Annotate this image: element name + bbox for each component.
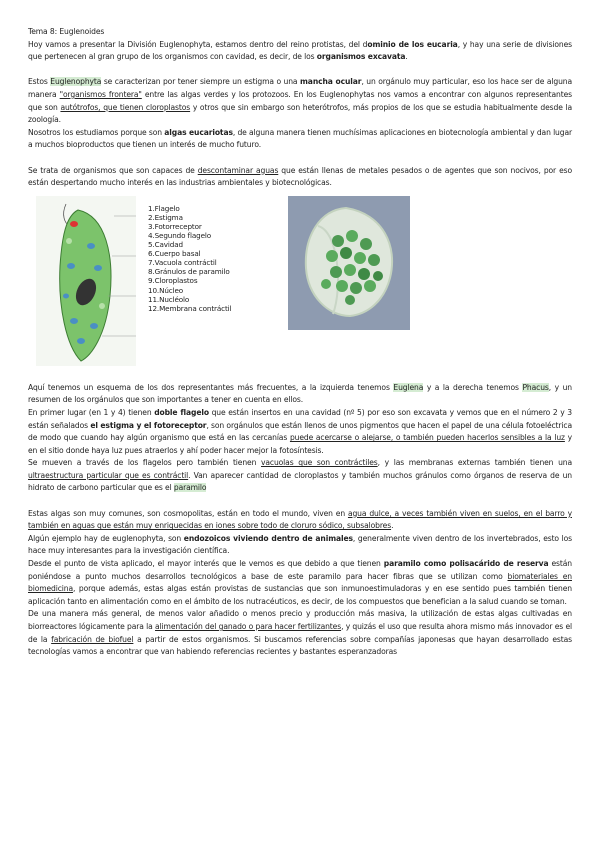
text-run: . [405, 52, 408, 62]
legend-item: 8.Gránulos de paramilo [148, 267, 230, 277]
legend-item: 5.Cavidad [148, 240, 183, 250]
text-run: Euglena [393, 382, 424, 392]
paragraph-flagelo [28, 407, 572, 457]
text-run: Se trata de organismos que son capaces de [28, 165, 198, 175]
text-run: y a la derecha tenemos [423, 382, 523, 392]
paragraph-esquema [28, 382, 572, 407]
text-run: endozoicos viviendo dentro de animales [183, 533, 353, 543]
text-run: que están insertos en una cavidad (nº 5) por eso son excavata y vemos que en el número 2 y 3 están señalados [28, 407, 572, 430]
paragraph-cosmopolitas [28, 508, 572, 533]
text-run: y en el sitio donde haya luz pues atraerlos y ahí poder hacer mejor la fotosíntesis. [28, 433, 573, 455]
paragraph-biofuel [28, 608, 572, 658]
euglena-diagram [36, 196, 136, 366]
text-run: . Van aparecer cantidad de cloroplastos y también muchos gránulos como órganos de reserva de un hidrato de carbono particular que es el [28, 470, 572, 493]
text-run: a partir de estos organismos. Si buscamos referencias sobre compañías japonesas que hayan desarrollado estas tecnologías vamos a encontrar que van habiendo referencias recientes y bastantes esperanzadoras [28, 634, 572, 657]
text-run: Hoy vamos a presentar la División Euglenophyta, estamos dentro del reino protistas, del d [28, 39, 368, 49]
legend-item: 10.Núcleo [148, 285, 184, 295]
text-run: agua dulce, a veces también viven en suelos, en el barro y también en aguas que están muy enriquecidas en iones sobre todo de cloruro sódico, subsalobres [28, 508, 572, 531]
text-run: ultraestructura particular que es contráctil [28, 470, 189, 480]
legend-item: 12.Membrana contráctil [148, 303, 232, 313]
text-run: , un orgánulo muy particular, eso los hace ser de alguna manera [28, 77, 572, 99]
text-run: alimentación del ganado o para hacer fertilizantes [155, 622, 342, 631]
text-run: Aquí tenemos un esquema de los dos representantes más frecuentes, a la izquierda tenemos [28, 382, 394, 392]
text-run: mancha ocular [300, 77, 362, 87]
text-run: Euglenophyta [50, 77, 102, 87]
paragraph-euglenophyta [28, 76, 572, 126]
text-run: autótrofos, que tienen cloroplastos [60, 102, 191, 112]
text-run: , generalmente viven dentro de los invertebrados, esto los hace muy interesantes para la investigación científica. [28, 533, 572, 556]
legend-item: 1.Flagelo [148, 203, 180, 213]
text-run: biomateriales en biomedicina [28, 571, 572, 594]
text-run: Desde el punto de vista aplicado, el mayor interés que le vemos es que debido a que tienen [28, 559, 384, 569]
text-run: descontaminar aguas [197, 165, 279, 175]
text-run: Algún ejemplo hay de euglenophyta, son [28, 533, 184, 543]
legend-item: 7.Vacuola contráctil [148, 258, 217, 268]
phacus-micrograph [288, 196, 410, 330]
text-run: el estigma y el fotoreceptor [90, 420, 207, 430]
figures [28, 196, 572, 372]
text-run: puede acercarse o alejarse, o también pueden hacerlos sensibles a la luz [289, 433, 565, 443]
legend-item: 4.Segundo flagelo [148, 231, 212, 240]
text-run: , y las membranas externas también tienen una [377, 458, 573, 468]
document-title: Tema 8: Euglenoides [28, 27, 105, 36]
document-page [28, 26, 572, 659]
legend-item: 3.Fotorreceptor [148, 221, 202, 231]
text-run: Phacus [522, 382, 549, 392]
text-run: , y un resumen de los orgánulos que son importantes a tener en cuenta en ellos. [28, 382, 572, 405]
text-run: paramilo como polisacárido de reserva [383, 559, 549, 569]
text-run: que están llenas de metales pesados o de agentes que son nocivos, por eso están despertando mucho interés en las industrias ambientales y biotecnológicas. [28, 165, 572, 188]
text-run: doble flagelo [154, 407, 209, 417]
text-run: entre las algas verdes y los protozoos. En los Euglenophytas nos vamos a encontrar con algunos representantes que son [28, 89, 572, 112]
paragraph-intro [28, 39, 572, 64]
paragraph-endozoicos [28, 533, 572, 558]
text-run: Estas algas son muy comunes, son cosmopolitas, están en todo el mundo, viven en [28, 508, 348, 518]
text-run: Estos [28, 77, 51, 87]
text-run: algas eucariotas [164, 127, 233, 137]
text-run: En primer lugar (en 1 y 4) tienen [28, 407, 155, 417]
text-run: vacuolas que son contráctiles [261, 458, 378, 468]
text-run: organismos excavata [316, 52, 406, 62]
text-run: . [391, 521, 394, 531]
text-run: ominio de los eucaria [367, 39, 458, 49]
legend-item: 9.Cloroplastos [148, 276, 198, 286]
text-run: De una manera más general, de menos valor añadido o menos precio y producción más masiva, la utilización de estas algas cultivadas en biorreactores lógicamente para la [28, 609, 572, 631]
text-run: paramilo [173, 483, 207, 493]
legend-item: 11.Nucléolo [148, 294, 190, 304]
text-run: Nosotros los estudiamos porque son [28, 127, 165, 137]
text-run: Se mueven a través de los flagelos pero también tienen [28, 458, 261, 468]
text-run: , y hay una serie de divisiones que pertenecen al gran grupo de los organismos con cavidad, es decir, de los [28, 39, 573, 62]
text-run: fabricación de biofuel [51, 634, 134, 644]
text-run: "organismos frontera" [59, 89, 142, 99]
organelle-legend [148, 204, 231, 313]
text-run: se caracterizan por tener siempre un estigma o una [101, 77, 301, 87]
legend-item: 2.Estigma [148, 212, 183, 222]
text-run: están poniéndose a punto muchos desarrollos tecnológicos a base de este paramilo para hacer fibras que se utilizan como [28, 559, 572, 581]
text-run: y otros que sin embargo son heterótrofos, más propios de los que se estudia habitualmente desde la zoología. [28, 102, 572, 125]
paragraph-vacuolas [28, 457, 572, 495]
paragraph-algas-eucariotas [28, 127, 572, 152]
text-run: , y quizás el uso que resulta ahora mismo más innovador es el de la [28, 622, 572, 644]
paragraph-paramilo [28, 558, 572, 608]
paragraph-descontaminar [28, 165, 572, 190]
text-run: , de alguna manera tienen muchísimas aplicaciones en biotecnología ambiental y dan lugar a muchos bioproductos que tienen un interés de mucho futuro. [28, 127, 572, 150]
text-run: , porque además, estas algas están provistas de sustancias que son inmunoestimuladoras y en ese sentido pues también tienen aplicación tanto en alimentación como en el ámbito de los nutracéuticos, es decir, de los compuestos que benefician a la salud cuando se toman. [28, 584, 572, 606]
legend-item: 6.Cuerpo basal [148, 249, 201, 259]
text-run: , son orgánulos que están llenos de unos pigmentos que hacen el papel de una célula fotoeléctrica de modo que cuando hay algún organismo que está en las cercanías [28, 420, 572, 443]
